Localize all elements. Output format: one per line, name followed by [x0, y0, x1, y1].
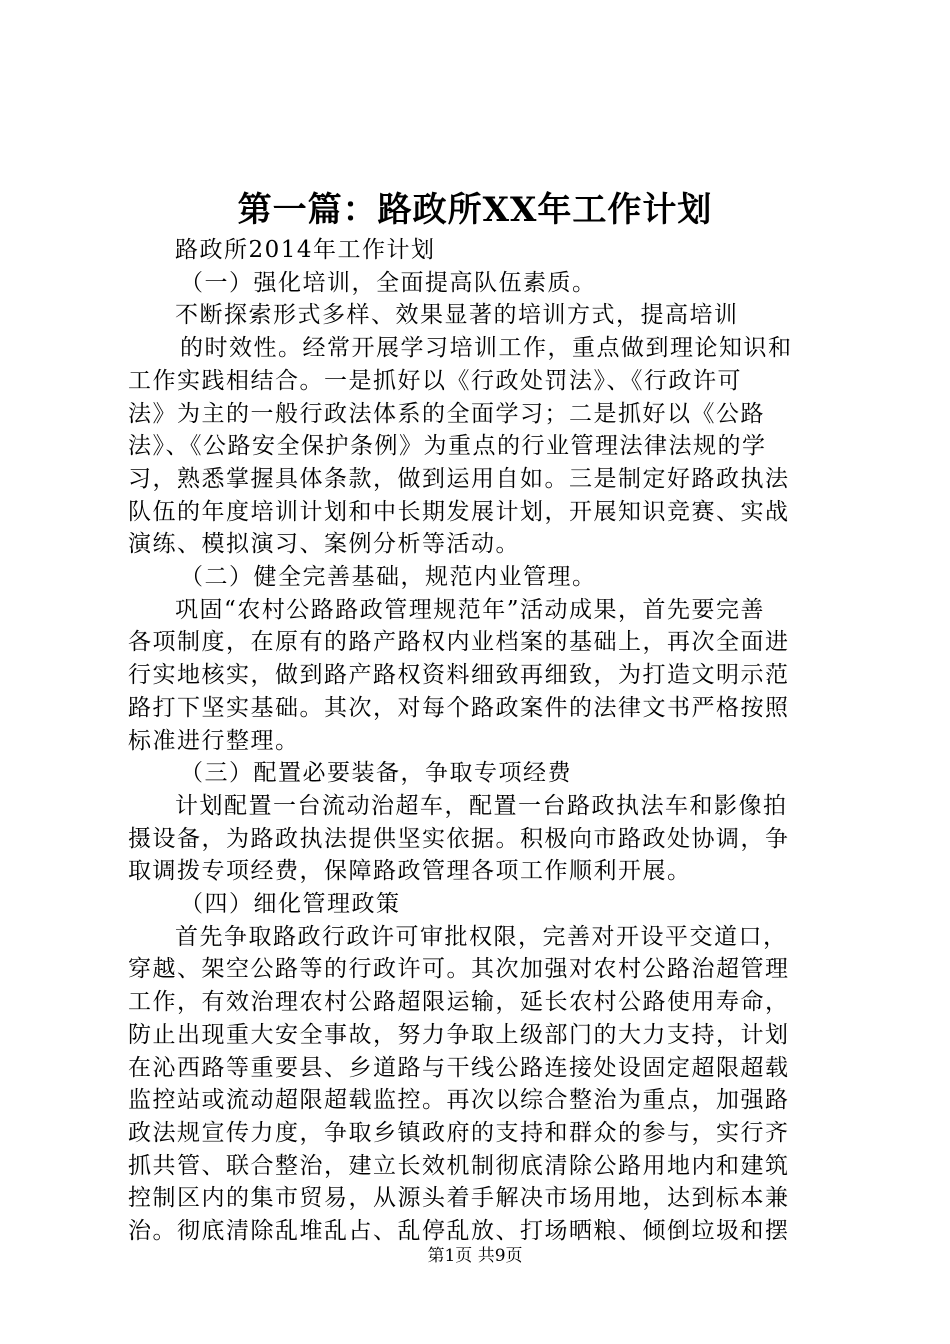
text-line: 计划配置一台流动治超车，配置一台路政执法车和影像拍	[175, 792, 788, 819]
document-body	[128, 234, 834, 1248]
text-line: 取调拨专项经费，保障路政管理各项工作顺利开展。	[128, 858, 692, 885]
text-line: 法》、《公路安全保护条例》为重点的行业管理法律法规的学	[128, 433, 767, 460]
text-line: 治。彻底清除乱堆乱占、乱停乱放、打场晒粮、倾倒垃圾和摆	[128, 1218, 790, 1245]
text-line: （一）强化培训，全面提高队伍素质。	[180, 269, 597, 296]
text-line: 防止出现重大安全事故，努力争取上级部门的大力支持，计划	[128, 1021, 790, 1048]
text-line: 的时效性。经常开展学习培训工作，重点做到理论知识和	[180, 335, 793, 362]
text-line: （四）细化管理政策	[180, 891, 401, 918]
text-line: 工作，有效治理农村公路超限运输，延长农村公路使用寿命，	[128, 989, 790, 1016]
text-line: （二）健全完善基础，规范内业管理。	[180, 564, 597, 591]
text-line: 在沁西路等重要县、乡道路与干线公路连接处设固定超限超载	[128, 1054, 790, 1081]
text-line: 各项制度，在原有的路产路权内业档案的基础上，再次全面进	[128, 629, 790, 656]
text-line: 首先争取路政行政许可审批权限，完善对开设平交道口，	[175, 923, 788, 950]
text-line: 路政所2014年工作计划	[175, 237, 436, 263]
text-line: 标准进行整理。	[128, 727, 300, 754]
text-line: 穿越、架空公路等的行政许可。其次加强对农村公路治超管理	[128, 956, 790, 983]
text-line: 摄设备，为路政执法提供坚实依据。积极向市路政处协调，争	[128, 825, 790, 852]
text-line: 控制区内的集市贸易，从源头着手解决市场用地，达到标本兼	[128, 1185, 790, 1212]
text-line: 习，熟悉掌握具体条款，做到运用自如。三是制定好路政执法	[128, 465, 790, 492]
document-title: 第一篇：路政所XX年工作计划	[237, 190, 713, 230]
text-line: 队伍的年度培训计划和中长期发展计划，开展知识竞赛、实战	[128, 498, 790, 525]
text-line: 监控站或流动超限超载监控。再次以综合整治为重点，加强路	[128, 1087, 790, 1114]
text-line: （三）配置必要装备，争取专项经费	[180, 760, 572, 787]
text-line: 法》为主的一般行政法体系的全面学习；二是抓好以《公路	[128, 400, 765, 427]
text-line: 工作实践相结合。一是抓好以《行政处罚法》、《行政许可	[128, 367, 742, 394]
text-line: 抓共管、联合整治，建立长效机制彻底清除公路用地内和建筑	[128, 1152, 790, 1179]
text-line: 巩固“农村公路路政管理规范年”活动成果，首先要完善	[175, 596, 766, 623]
page-footer: 第1页 共9页	[427, 1246, 523, 1266]
text-line: 演练、模拟演习、案例分析等活动。	[128, 531, 520, 558]
text-line: 路打下坚实基础。其次，对每个路政案件的法律文书严格按照	[128, 694, 790, 721]
text-line: 行实地核实，做到路产路权资料细致再细致，为打造文明示范	[128, 662, 790, 689]
text-line: 政法规宣传力度，争取乡镇政府的支持和群众的参与，实行齐	[128, 1119, 790, 1146]
text-line: 不断探索形式多样、效果显著的培训方式，提高培训	[175, 302, 739, 329]
